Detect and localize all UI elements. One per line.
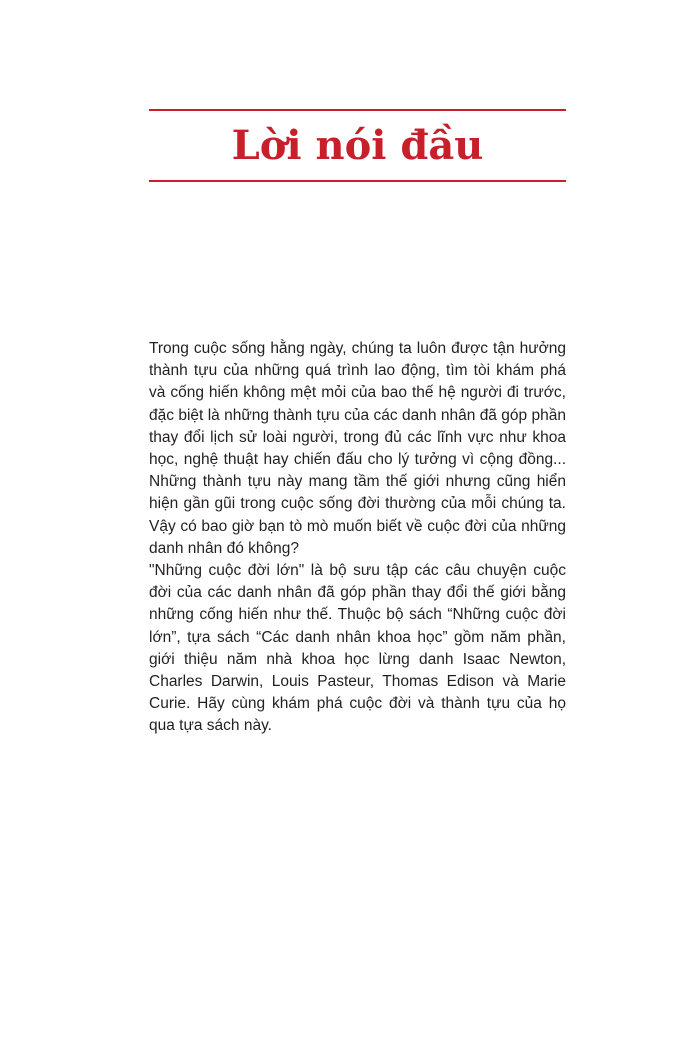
preface-body <box>149 338 566 738</box>
page-title: Lời nói đầu <box>231 122 484 169</box>
title-bottom-rule <box>149 180 566 182</box>
preface-paragraph-2: "Những cuộc đời lớn" là bộ sưu tập các câu chuyện cuộc đời của các danh nhân đã góp phần thay đổi thế giới bằng những cống hiến như thế. Thuộc bộ sách “Những cuộc đời lớn”, tựa sách “Các danh nhân khoa học” gồm năm phần, giới thiệu năm nhà khoa học lừng danh Isaac Newton, Charles Darwin, Louis Pasteur, Thomas Edison và Marie Curie. Hãy cùng khám phá cuộc đời và thành tựu của họ qua tựa sách này. <box>149 562 566 735</box>
preface-paragraph-1: Trong cuộc sống hằng ngày, chúng ta luôn được tận hưởng thành tựu của những quá trình lao động, tìm tòi khám phá và cống hiến không mệt mỏi của bao thế hệ người đi trước, đặc biệt là những thành tựu của các danh nhân đã góp phần thay đổi lịch sử loài người, trong đủ các lĩnh vực như khoa học, nghệ thuật hay chiến đấu cho lý tưởng vì cộng đồng... Những thành tựu này mang tầm thế giới nhưng cũng hiển hiện gần gũi trong cuộc sống đời thường của mỗi chúng ta. Vậy có bao giờ bạn tò mò muốn biết về cuộc đời của những danh nhân đó không? <box>149 340 566 557</box>
title-top-rule <box>149 109 566 111</box>
